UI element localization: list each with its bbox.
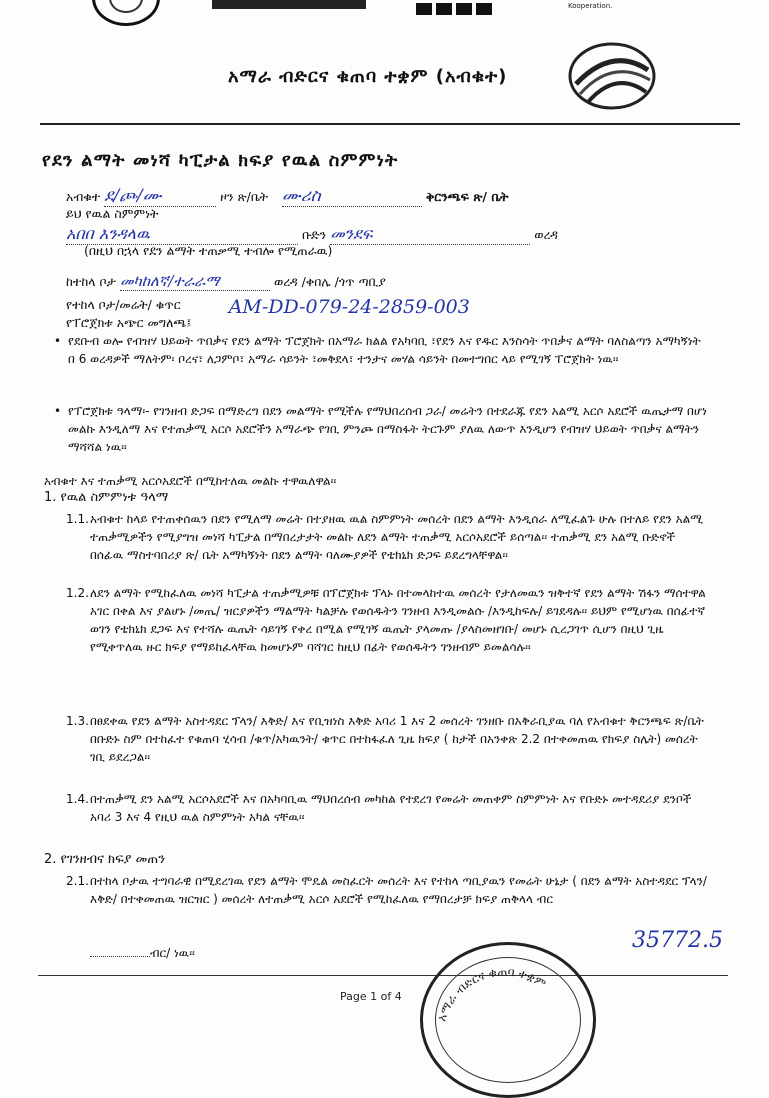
partner-logo-bar [416, 0, 506, 12]
form-line-contract-intro [66, 206, 159, 222]
clause-1-4: 1.4. በተጠቃሚ ደን አልሚ አርሶአደሮች እና በአካባቢዉ ማህበረሰብ መካከል የተደረገ የመሬት መጠቀም ስምምነት እና የቡድኑ መተዳደሪያ ደንቦች አባሪ 3 እና 4 የዚህ ዉል ስምምነት አካል ናቸዉ፡፡ [66, 792, 692, 824]
clause-1-2: 1.2. ለደን ልማት የሚከፈለዉ መነሻ ካፒታል ተጠቃሚዎቹ በፕሮጀክቱ ፕላኑ በተመላከተዉ መሰረት የታለመዉን ዝቅተኛ የደን ልማት ሽፋን ማሰተዋል አገር በቀል እና ያልሆኑ /መጤ/ ዝርያዎችን ማልማት ካልቻሉ የወሰዱትን ገንዘብ እንዲመልሱ /እንዲከፍሉ/ ይገደዳሉ፡፡ ይህም የሚሆነዉ በሰፊተኛ ወገን የቴክኒክ ደጋፍ እና የተሻሉ ዉጤት ሳይገኝ የቀረ በሚል የሚገኝ ዉጤት ያላመጡ /ያላስመዘገቡ/ መሆኑ ሲረጋገጥ ሲሆን በዚህ ጊዜ የሚቀጥለዉ ዙር ክፍያ የማይከፈላቸዉ ከመሆኑም ባሻገር ከዚህ በፊት የወሰዱትን ገንዘብም ይመልሳሉ፡፡ [66, 586, 706, 654]
label-contract-intro: ይህ የዉል ስምምነት [66, 206, 159, 221]
form-line-branch [66, 186, 508, 207]
section-heading: 1. የዉል ስምምነቱ ዓላማ [44, 490, 169, 505]
label-zone-office: ዞን ጽ/ቤት [220, 189, 268, 204]
site-value: መካከለኛ/ተራራማ [120, 272, 270, 291]
group-value: መንደፍ [330, 224, 530, 245]
partner-logo-text: Kooperation. [568, 2, 613, 10]
org-title: አማራ ብድርና ቁጠባ ተቋም (አብቁተ) [228, 66, 508, 87]
project-summary-label: የፐሮጀክቱ አጭር መግለጫ፤ [66, 315, 192, 330]
clause-2-1: 2.1. በተከላ ቦታዉ ተግባራዊ በሚደረገዉ የደን ልማት ሞዴል መስፈርት መሰረት እና የተከላ ጣቢያዉን የመሬት ሁኔታ ( በደን ልማት አስተዳደር ፕላን/እቅድ/ በተቀመጠዉ ዝርዝር ) መሰረት ለተጠቃሚ አርሶ አደሮች የሚከፈለዉ የማበረታቻ ክፍያ ጠቅላላ ብር [66, 874, 707, 906]
section-heading: 2. የገንዘብና ክፍያ መጠን [44, 852, 166, 867]
bullet-item: • የፐሮጀክቱ ዓላማ፡- የገንዘብ ድጋፍ በማድረግ በደን መልማት የሚችሉ የማህበረሰብ ጋራ/ መሬትን በተደራጁ የደን አልሚ አርሶ አደሮች ዉጤታማ በሆነ መልኩ እንዲለማ እና የተጠቃሚ አርሶ አደሮችን አማራጭ የገቢ ምንጮ በማስፋት ትርጉም ያለዉ ለውጥ እንዲሆን የብዝሃ ህይወት ጥበቃና ልማትን ማሻሻል ነዉ፡፡ [54, 404, 707, 454]
label-branch-office: ቅርንጫፍ ጽ/ ቤት [425, 189, 509, 204]
footer-divider [38, 975, 728, 976]
branch-value: ሙሪስ [282, 186, 422, 207]
handwritten-total: 35772.5 [632, 928, 723, 953]
form-line-note: (በዚህ በኋላ የደን ልማት ተጠቃሚ ተብሎ የሚጠራዉ) [84, 243, 333, 258]
bullet-item: • የደቡብ ወሎ የብዝሃ ህይወት ጥበቃና የደን ልማት ፕሮጀክት በአማራ ክልል የአካባቢ ፣የደን እና የዱር እንስሳት ጥበቃና ልማት ባለስልጣን አማካኝነት በ 6 ወረዳዎች ማለትም፡ ቦረና፣ ለጋምቦ፣ አማራ ሳይንት ፣መቅደላ፣ ተንታና መሃል ሳይንት በመተግበር ላይ የሚገኝ ፐሮጀክት ነዉ፡፡ [54, 334, 701, 366]
clause-1-3: 1.3. በፀደቀዉ የደን ልማት አስተዳደር ፕላን/ እቅድ/ እና የቢዝነስ እቅድ አባሪ 1 እና 2 መሰረት ገንዘቡ በአቅራቢያዉ ባለ የአብቁተ ቅርንጫፍ ጽ/ቤት በቡድኑ ስም በተከፈተ የቁጠባ ሂሳብ /ቁጥ/አካዉንት/ ቁጥር በተከፋፈለ ጊዜ ክፍያ ( ከታች በአንቀጽ 2.2 በተቀመጠዉ የክፍያ ስሌት) መሰረት ገቢ ይደረጋል፡፡ [66, 714, 704, 764]
partner-logo-center [212, 0, 366, 9]
label-site-number: የተከላ ቦታ/መሬት/ ቁጥር [66, 297, 181, 312]
bullet-icon: • [54, 334, 62, 348]
label-woreda: ወረዳ [534, 227, 558, 242]
header-divider [40, 123, 740, 125]
form-line-site [66, 272, 386, 291]
clause-1-1: 1.1. አብቁተ ከላይ የተጠቀሰዉን በደን የሚለማ መሬት በተያዘዉ ዉል ስምምነት መሰረት በደን ልማት እንዲሰራ ለሚፈልጉ ሁሉ በተለይ የደን አልሚ ተጠቃሚዎችን የሚያግዝ መነሻ ካፒታል በማበረታታት መልኩ ለደን ልማት ተጠቃሚ አርሶአደሮች ይሰጣል፡፡ ተጠቃሚ ደን አልሚ ቡድኖች በሰፊዉ ማስተባበሪያ ጽ/ ቤት አማካኝነት በደን ልማት ባለሙያዎች የቴክኒክ ድጋፍ ይደረግላቸዋል፡፡ [66, 512, 704, 562]
form-line-site-number [66, 292, 470, 318]
intro-text: አብቁተ እና ተጠቃሚ አርሶአደሮች በሚከተለዉ መልኩ ተዋዉለዋል፡፡ [44, 474, 337, 488]
official-stamp-icon [420, 942, 596, 1098]
bullet-icon: • [54, 404, 62, 418]
svg-text:አማራ ብድርና ቁጠባ ተቋም: አማራ ብድርና ቁጠባ ተቋም [434, 964, 549, 1023]
label-kebele: ወረዳ /ቀበሌ /ጎጥ ጣቢያ [273, 274, 386, 289]
acsi-emblem-icon [566, 40, 658, 112]
document-title: የደን ልማት መነሻ ካፒታል ክፍያ የዉል ስምምነት [42, 150, 399, 171]
form-line-beneficiary [66, 224, 558, 245]
label-planting-site: ከተከላ ቦታ [66, 274, 116, 289]
site-number-value: AM-DD-079-24-2859-003 [228, 296, 470, 318]
label-group: ቡድን [301, 227, 327, 242]
page-number: Page 1 of 4 [340, 990, 402, 1003]
zone-value: ደ/ጮ/ሙ [104, 186, 216, 207]
label-acsi: አብቁተ [66, 189, 101, 204]
beneficiary-name: አበበ እንዳላዉ [66, 224, 298, 245]
clause-2-1-end: ብር/ ነዉ፡፡ [90, 944, 750, 962]
partner-logo-left [92, 0, 160, 26]
